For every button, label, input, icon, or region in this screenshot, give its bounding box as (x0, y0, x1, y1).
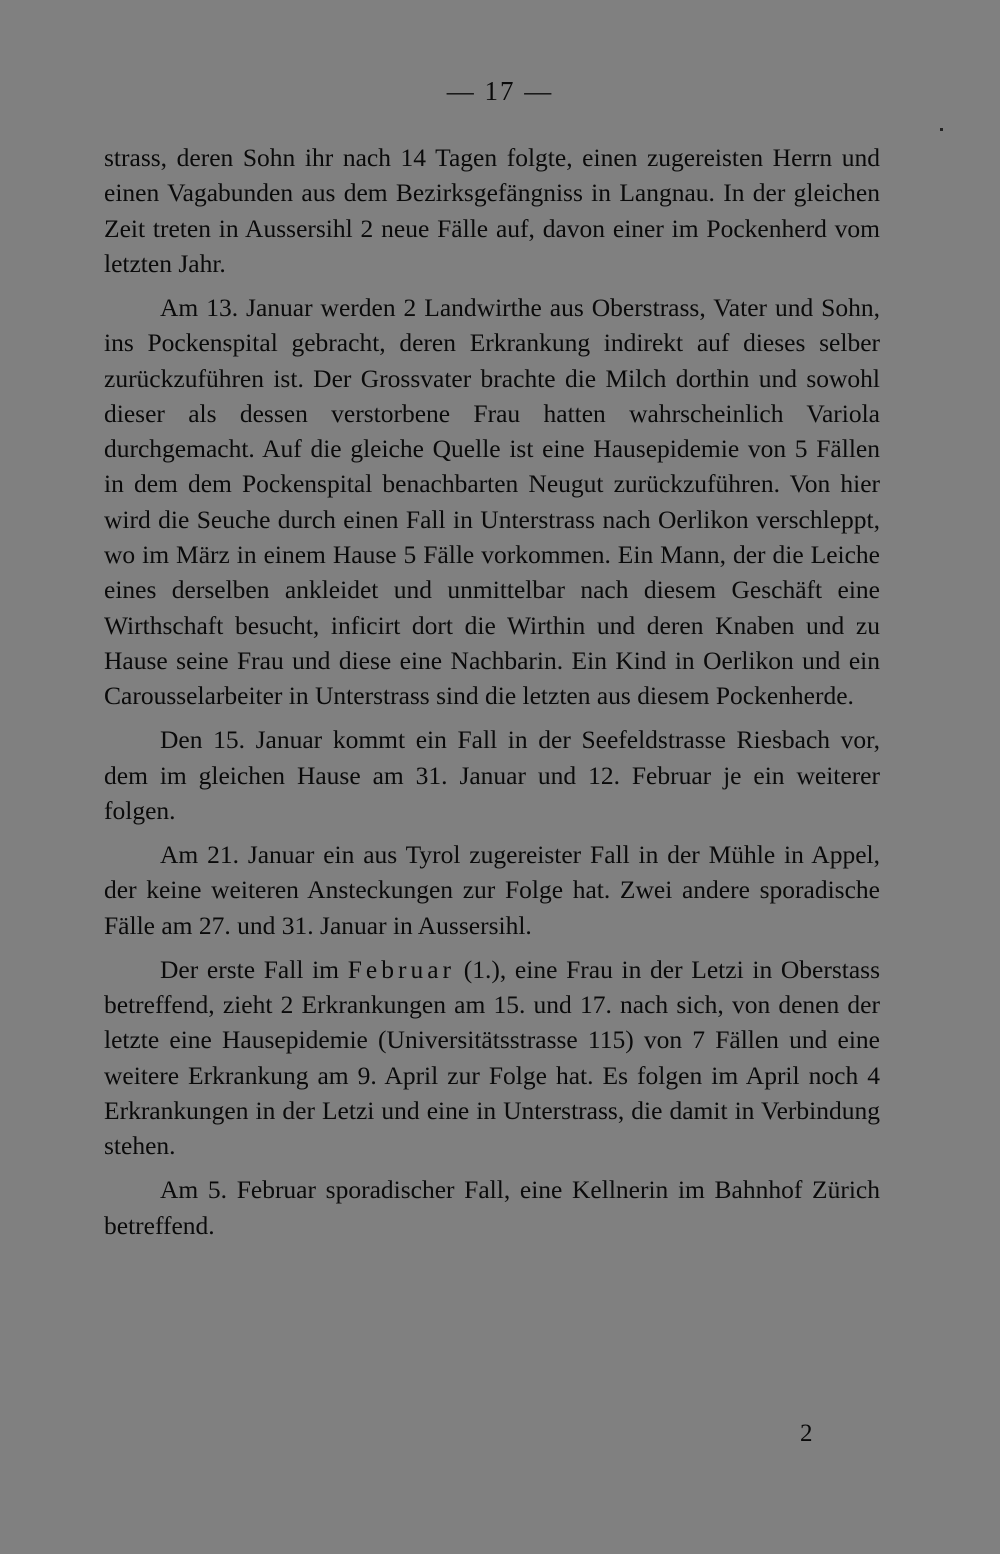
paragraph-2: Am 13. Januar werden 2 Landwirthe aus Oberstrass, Vater und Sohn, ins Pockenspital gebracht, deren Erkrankung indirekt auf dieses selber zurückzuführen ist. Der Grossvater brachte die Milch dorthin und sowohl dieser als dessen verstorbene Frau hatten wahrscheinlich Variola durchgemacht. Auf die gleiche Quelle ist eine Hausepidemie von 5 Fällen in dem dem Pockenspital benachbarten Neugut zurückzuführen. Von hier wird die Seuche durch einen Fall in Unterstrass nach Oerlikon verschleppt, wo im März in einem Hause 5 Fälle vorkommen. Ein Mann, der die Leiche eines derselben ankleidet und unmittelbar nach diesem Geschäft eine Wirthschaft besucht, inficirt dort die Wirthin und deren Knaben und zu Hause seine Frau und diese eine Nachbarin. Ein Kind in Oerlikon und ein Carousselarbeiter in Unterstrass sind die letzten aus diesem Pockenherde. (104, 292, 880, 711)
body-text (104, 140, 880, 1252)
paragraph-5-spaced-word: Februar (347, 954, 456, 984)
scan-speck (940, 128, 943, 131)
paragraph-5 (104, 952, 880, 1164)
paragraph-5-start: Der erste Fall im (160, 954, 340, 984)
paragraph-5-rest: (1.), eine Frau in der Letzi in Oberstass betreffend, zieht 2 Erkrankungen am 15. und 17. nach sich, von denen der letzte eine Hausepidemie (Universitätsstrasse 115) von 7 Fällen und eine weitere Erkrankung am 9. April zur Folge hat. Es folgen im April noch 4 Erkrankungen in der Letzi und eine in Unterstrass, die damit in Verbindung stehen. (104, 954, 881, 1161)
paragraph-3: Den 15. Januar kommt ein Fall in der Seefeldstrasse Riesbach vor, dem im gleichen Hause am 31. Januar und 12. Februar je ein weiterer folgen. (104, 725, 880, 825)
paragraph-4: Am 21. Januar ein aus Tyrol zugereister Fall in der Mühle in Appel, der keine weiteren Ansteckungen zur Folge hat. Zwei andere sporadische Fälle am 27. und 31. Januar in Aussersihl. (104, 840, 880, 940)
paragraph-6: Am 5. Februar sporadischer Fall, eine Kellnerin im Bahnhof Zürich betreffend. (104, 1175, 880, 1240)
page-number: — 17 — (446, 76, 554, 106)
paragraph-1: strass, deren Sohn ihr nach 14 Tagen folgte, einen zugereisten Herrn und einen Vagabunden aus dem Bezirksgefängniss in Langnau. In der gleichen Zeit treten in Aussersihl 2 neue Fälle auf, davon einer im Pockenherd vom letzten Jahr. (104, 143, 880, 278)
signature-mark: 2 (800, 1420, 813, 1447)
